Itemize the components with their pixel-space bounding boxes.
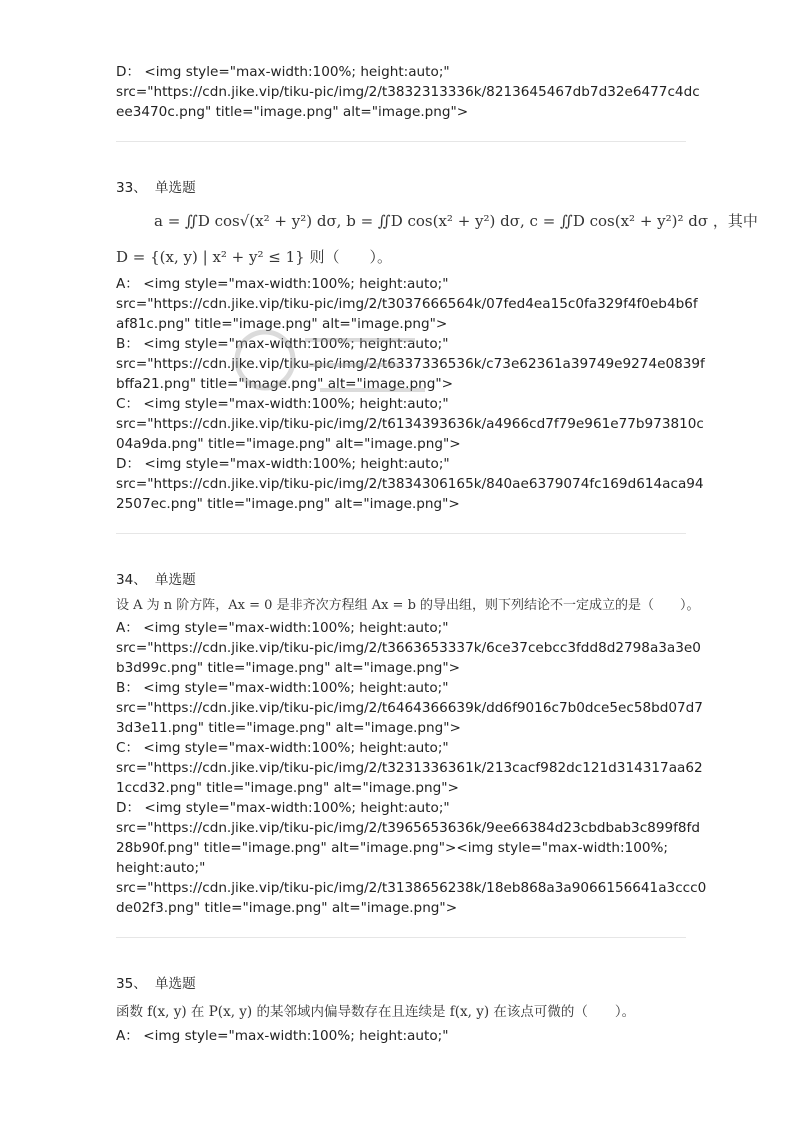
option-line: A： <img style="max-width:100%; height:auto;" <box>116 276 449 292</box>
option-line: B： <img style="max-width:100%; height:auto;" <box>116 680 449 696</box>
option-line: src="https://cdn.jike.vip/tiku-pic/img/2/t3231336361k/213cacf982dc121d314317aa62 <box>116 760 703 776</box>
question-33 <box>116 178 758 514</box>
option-line: b3d99c.png" title="image.png" alt="image.png"> <box>116 660 461 676</box>
option-line: src="https://cdn.jike.vip/tiku-pic/img/2/t3663653337k/6ce37cebcc3fdd8d2798a3a3e0 <box>116 640 701 656</box>
question-stem-math: 设 A 为 n 阶方阵，Ax = 0 是非齐次方程组 Ax = b 的导出组，则下列结论不一定成立的是（ ）。 <box>116 598 700 613</box>
option-line: D： <img style="max-width:100%; height:auto;" <box>116 64 450 80</box>
option-line: bffa21.png" title="image.png" alt="image.png"> <box>116 376 453 392</box>
question-type: 单选题 <box>154 180 196 196</box>
question-34 <box>116 570 707 918</box>
question-header <box>116 974 686 994</box>
option-a <box>116 1026 686 1046</box>
option-d <box>116 454 704 514</box>
option-b <box>116 334 705 394</box>
option-line: src="https://cdn.jike.vip/tiku-pic/img/2/t3138656238k/18eb868a3a9066156641a3ccc0 <box>116 880 707 896</box>
option-line: src="https://cdn.jike.vip/tiku-pic/img/2/t6464366639k/dd6f9016c7b0dce5ec58bd07d7 <box>116 700 703 716</box>
option-c <box>116 738 703 798</box>
option-line: 28b90f.png" title="image.png" alt="image.png"><img style="max-width:100%; <box>116 840 668 856</box>
option-line: A： <img style="max-width:100%; height:auto;" <box>116 1028 449 1044</box>
question-number: 35、 <box>116 976 147 992</box>
question-stem-math: D = {(x, y) | x² + y² ≤ 1} 则（ ）。 <box>116 248 392 266</box>
question-35 <box>116 974 686 1046</box>
option-line: D： <img style="max-width:100%; height:auto;" <box>116 800 450 816</box>
option-line: ee3470c.png" title="image.png" alt="image.png"> <box>116 104 469 120</box>
option-b <box>116 678 703 738</box>
option-line: src="https://cdn.jike.vip/tiku-pic/img/2/t3965653636k/9ee66384d23cbdbab3c899f8fd <box>116 820 700 836</box>
question-header <box>116 178 686 198</box>
option-line: D： <img style="max-width:100%; height:auto;" <box>116 456 450 472</box>
question-header <box>116 570 686 590</box>
document-page <box>116 62 758 1046</box>
option-line: src="https://cdn.jike.vip/tiku-pic/img/2/t3037666564k/07fed4ea15c0fa329f4f0eb4b6f <box>116 296 698 312</box>
question-stem-math: a = ∬D cos√(x² + y²) dσ, b = ∬D cos(x² + y²) dσ, c = ∬D cos(x² + y²)² dσ ，其中 <box>154 212 758 230</box>
option-line: src="https://cdn.jike.vip/tiku-pic/img/2/t3832313336k/8213645467db7d32e6477c4dc <box>116 84 700 100</box>
question-type: 单选题 <box>154 976 196 992</box>
option-line: af81c.png" title="image.png" alt="image.png"> <box>116 316 448 332</box>
option-line: C： <img style="max-width:100%; height:auto;" <box>116 396 449 412</box>
q32-option-d <box>116 62 700 122</box>
option-line: 3d3e11.png" title="image.png" alt="image.png"> <box>116 720 461 736</box>
option-line: src="https://cdn.jike.vip/tiku-pic/img/2/t6134393636k/a4966cd7f79e961e77b973810c <box>116 416 704 432</box>
question-number: 34、 <box>116 572 147 588</box>
option-c <box>116 394 704 454</box>
option-a <box>116 274 698 334</box>
question-divider <box>116 937 686 938</box>
option-d <box>116 798 707 918</box>
option-line: src="https://cdn.jike.vip/tiku-pic/img/2/t3834306165k/840ae6379074fc169d614aca94 <box>116 476 704 492</box>
question-type: 单选题 <box>154 572 196 588</box>
option-line: A： <img style="max-width:100%; height:auto;" <box>116 620 449 636</box>
option-line: 04a9da.png" title="image.png" alt="image.png"> <box>116 436 461 452</box>
question-stem-math: 函数 f(x, y) 在 P(x, y) 的某邻域内偏导数存在且连续是 f(x, y) 在该点可微的（ ）。 <box>116 1004 636 1020</box>
option-line: 2507ec.png" title="image.png" alt="image.png"> <box>116 496 460 512</box>
option-line: 1ccd32.png" title="image.png" alt="image.png"> <box>116 780 459 796</box>
question-divider <box>116 141 686 142</box>
option-line: height:auto;" <box>116 860 206 876</box>
question-divider <box>116 533 686 534</box>
option-line: C： <img style="max-width:100%; height:auto;" <box>116 740 449 756</box>
option-line: de02f3.png" title="image.png" alt="image.png"> <box>116 900 458 916</box>
option-line: B： <img style="max-width:100%; height:auto;" <box>116 336 449 352</box>
question-number: 33、 <box>116 180 147 196</box>
option-a <box>116 618 701 678</box>
option-line: src="https://cdn.jike.vip/tiku-pic/img/2/t6337336536k/c73e62361a39749e9274e0839f <box>116 356 705 372</box>
